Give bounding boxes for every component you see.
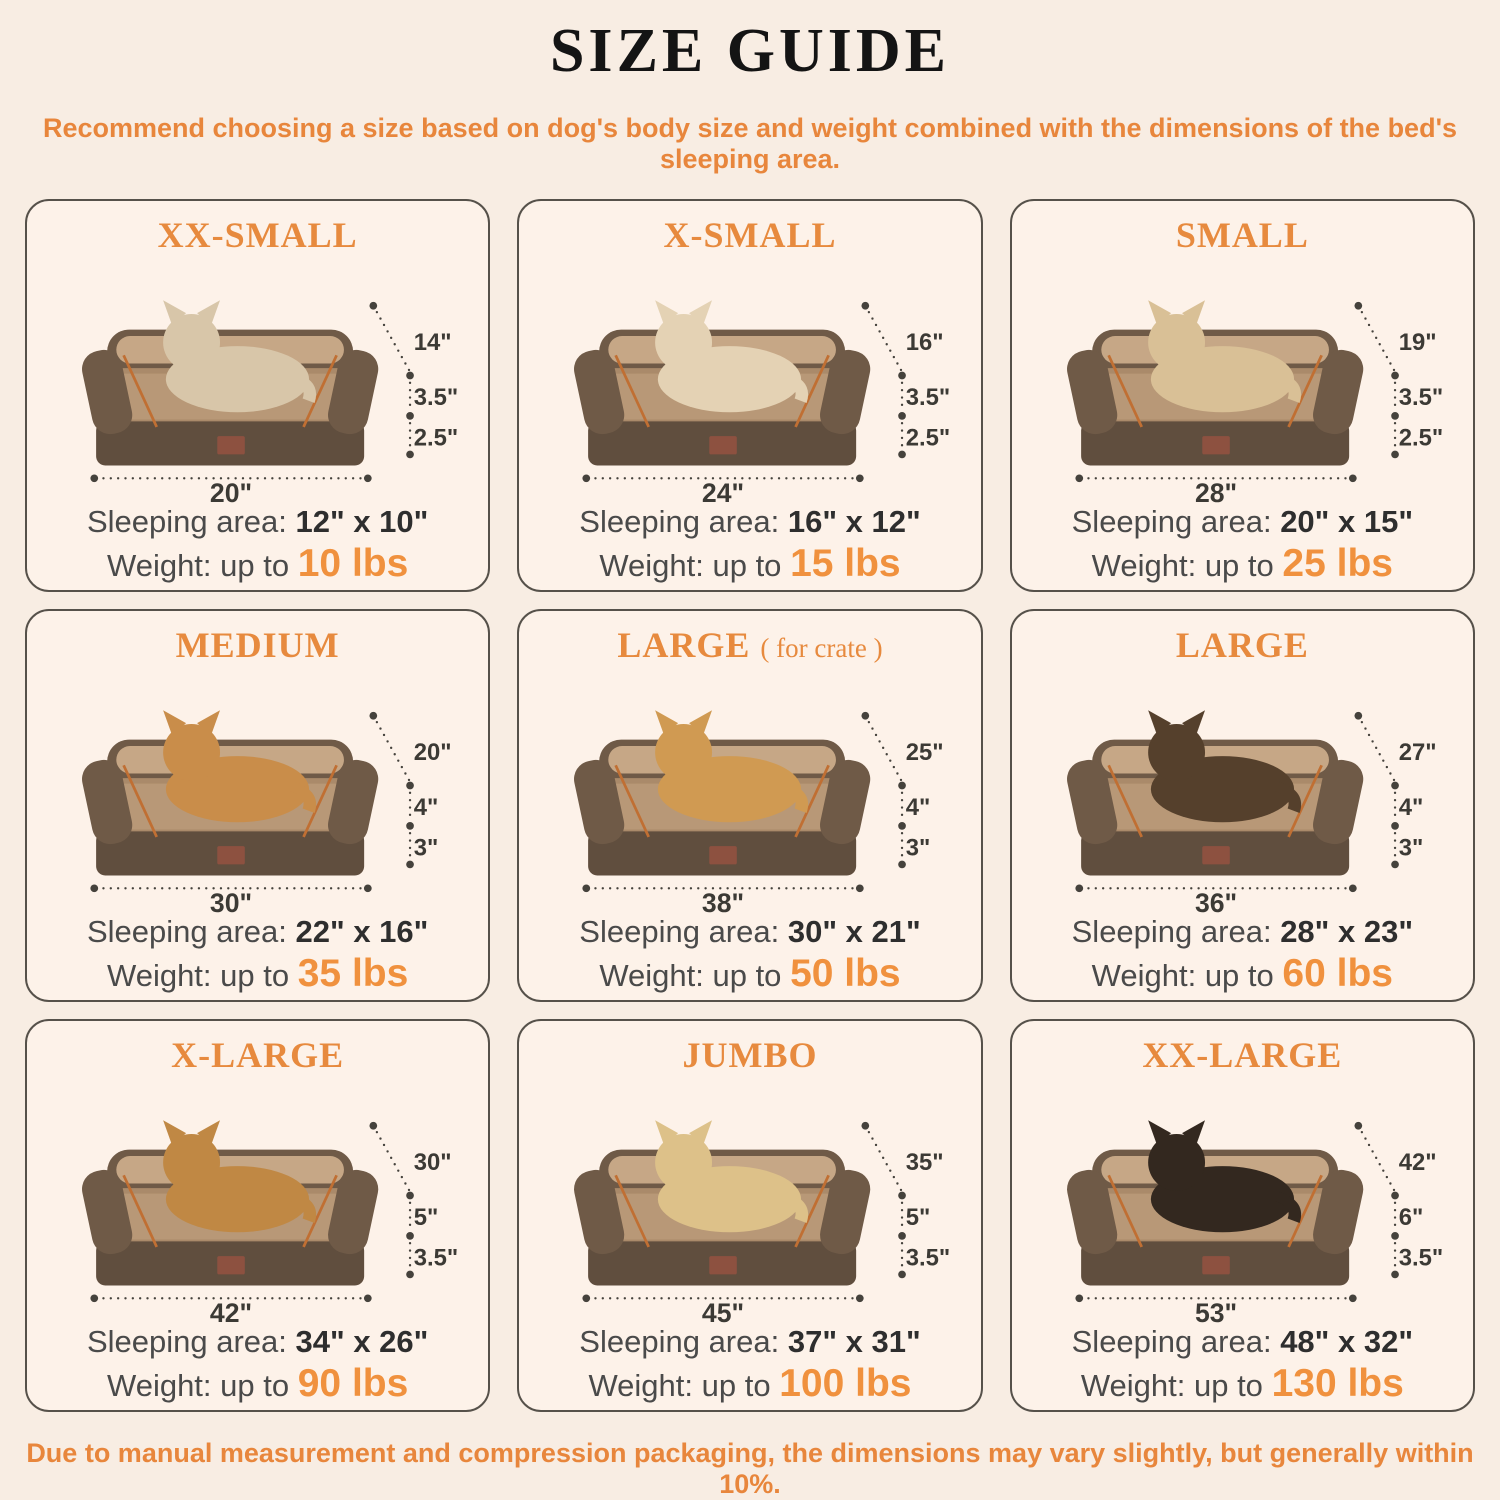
sleeping-area-line [35,1324,480,1360]
weight-line [527,951,972,999]
bed-illustration [35,1078,480,1324]
dim-width: 45" [702,1298,745,1324]
size-name-suffix: ( for crate ) [760,633,883,663]
dim-base-height: 3.5" [906,1244,951,1272]
size-name: XX-LARGE [1142,1035,1343,1075]
weight-value: 60 lbs [1282,952,1393,995]
dim-base-height: 3" [413,834,439,862]
sleeping-area-value: 20" x 15" [1280,504,1414,539]
dim-base-height: 2.5" [1398,424,1443,452]
dim-base-height: 3.5" [413,1244,459,1272]
card-title [527,1035,972,1078]
dim-base-height: 2.5" [906,424,951,452]
size-name: X-SMALL [663,215,837,255]
sleeping-area-line [1020,914,1465,950]
dim-base-height: 3" [1398,834,1423,862]
sleeping-area-line [527,914,972,950]
dim-width: 42" [209,1298,253,1324]
weight-label: Weight: up to [1080,1368,1263,1403]
card-title [1020,1035,1465,1078]
weight-label: Weight: up to [1091,548,1274,583]
sleeping-area-label: Sleeping area: [86,914,287,949]
footer-note: Due to manual measurement and compression packaging, the dimensions may vary slightly, but generally within 10%. [26,1438,1474,1499]
dim-depth: 42" [1398,1148,1437,1176]
dim-bolster-height: 6" [1398,1203,1423,1231]
sleeping-area-value: 37" x 31" [787,1324,921,1359]
dim-bolster-height: 4" [1398,793,1423,821]
dim-width: 36" [1194,888,1237,914]
size-name: MEDIUM [175,625,340,665]
size-card-grid [25,199,1475,1412]
size-card-xx-small [25,199,490,592]
sleeping-area-value: 16" x 12" [787,504,921,539]
card-title [35,625,480,668]
weight-line [1020,951,1465,999]
dim-width: 53" [1194,1298,1237,1324]
card-title [35,215,480,258]
dim-depth: 16" [906,328,944,356]
dim-width: 24" [702,478,745,504]
size-name: JUMBO [682,1035,818,1075]
bed-illustration [1020,258,1465,504]
weight-value: 130 lbs [1271,1362,1404,1405]
dim-width: 20" [209,478,253,504]
dim-bolster-height: 4" [906,793,931,821]
sleeping-area-line [1020,504,1465,540]
weight-line [1020,541,1465,589]
weight-line [35,951,480,999]
sleeping-area-line [527,504,972,540]
weight-line [1020,1361,1465,1409]
weight-line [527,1361,972,1409]
size-name: X-LARGE [171,1035,345,1075]
weight-value: 10 lbs [297,542,409,585]
bed-illustration [527,668,972,914]
sleeping-area-label: Sleeping area: [579,504,780,539]
sleeping-area-value: 34" x 26" [295,1324,429,1359]
sleeping-area-line [35,914,480,950]
weight-label: Weight: up to [599,958,782,993]
page-title: SIZE GUIDE [549,17,951,85]
sleeping-area-label: Sleeping area: [86,504,287,539]
card-title [35,1035,480,1078]
card-title [1020,215,1465,258]
bed-illustration [35,258,480,504]
dim-depth: 25" [906,738,944,766]
dim-width: 38" [702,888,745,914]
weight-value: 100 lbs [779,1362,912,1405]
dim-width: 30" [209,888,253,914]
weight-label: Weight: up to [1091,958,1274,993]
size-card-small [1010,199,1475,592]
size-name: LARGE [617,625,751,665]
sleeping-area-label: Sleeping area: [1071,914,1272,949]
card-title [1020,625,1465,668]
sleeping-area-value: 30" x 21" [787,914,921,949]
dim-depth: 19" [1398,328,1437,356]
sleeping-area-value: 48" x 32" [1280,1324,1414,1359]
dim-bolster-height: 5" [906,1203,931,1231]
size-card-xx-large [1010,1019,1475,1412]
weight-label: Weight: up to [107,1368,290,1403]
dim-bolster-height: 4" [413,793,439,821]
sleeping-area-label: Sleeping area: [86,1324,287,1359]
weight-label: Weight: up to [599,548,782,583]
weight-label: Weight: up to [107,548,290,583]
weight-line [35,1361,480,1409]
weight-line [527,541,972,589]
weight-value: 25 lbs [1282,542,1393,585]
weight-value: 50 lbs [790,952,901,995]
size-name: LARGE [1175,625,1309,665]
page-subtitle: Recommend choosing a size based on dog's body size and weight combined with the dimensions of the bed's sleeping area. [42,113,1458,174]
bed-illustration [527,258,972,504]
card-title [527,625,972,668]
sleeping-area-value: 22" x 16" [295,914,429,949]
bed-illustration [1020,668,1465,914]
dim-depth: 35" [906,1148,944,1176]
bed-illustration [527,1078,972,1324]
dim-base-height: 3" [906,834,931,862]
sleeping-area-value: 12" x 10" [295,504,429,539]
sleeping-area-value: 28" x 23" [1280,914,1414,949]
size-card-medium [25,609,490,1002]
weight-value: 35 lbs [297,952,409,995]
dim-depth: 20" [413,738,452,766]
size-card-large-crate [517,609,982,1002]
size-name: SMALL [1175,215,1309,255]
dim-base-height: 3.5" [1398,1244,1443,1272]
dim-base-height: 2.5" [413,424,459,452]
bed-illustration [1020,1078,1465,1324]
size-card-x-large [25,1019,490,1412]
dim-depth: 14" [413,328,452,356]
card-title [527,215,972,258]
size-name: XX-SMALL [157,215,358,255]
dim-depth: 30" [413,1148,452,1176]
weight-label: Weight: up to [588,1368,771,1403]
sleeping-area-label: Sleeping area: [1071,1324,1272,1359]
bed-illustration [35,668,480,914]
dim-width: 28" [1194,478,1237,504]
dim-bolster-height: 5" [413,1203,439,1231]
dim-bolster-height: 3.5" [1398,383,1443,411]
weight-value: 90 lbs [297,1362,409,1405]
dim-depth: 27" [1398,738,1437,766]
sleeping-area-line [35,504,480,540]
sleeping-area-label: Sleeping area: [1071,504,1272,539]
size-card-large [1010,609,1475,1002]
weight-label: Weight: up to [107,958,290,993]
sleeping-area-label: Sleeping area: [579,914,780,949]
weight-value: 15 lbs [790,542,901,585]
weight-line [35,541,480,589]
size-card-x-small [517,199,982,592]
sleeping-area-line [527,1324,972,1360]
sleeping-area-line [1020,1324,1465,1360]
dim-bolster-height: 3.5" [413,383,459,411]
sleeping-area-label: Sleeping area: [579,1324,780,1359]
dim-bolster-height: 3.5" [906,383,951,411]
size-card-jumbo [517,1019,982,1412]
